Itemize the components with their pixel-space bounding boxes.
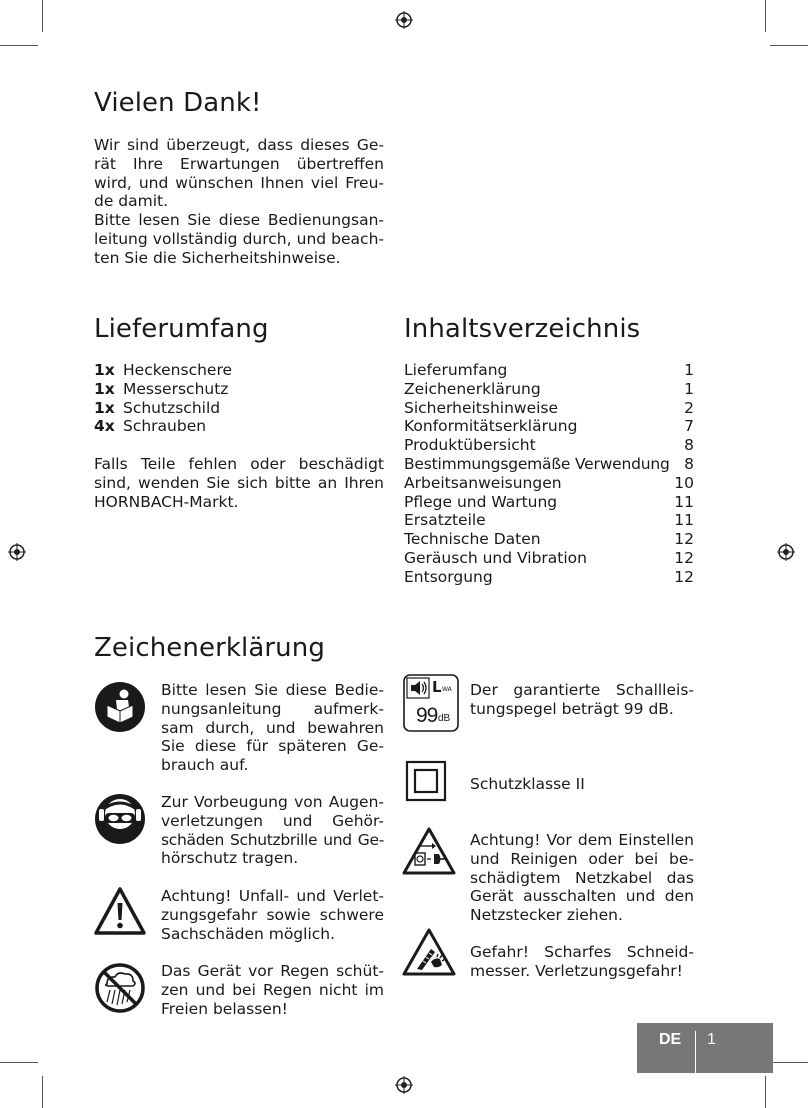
symbol-description [161, 681, 384, 775]
toc-label: Technische Daten [404, 530, 541, 549]
toc-label: Sicherheitshinweise [404, 398, 559, 417]
item-qty: 4x [94, 417, 115, 436]
toc-page: 7 [684, 417, 694, 436]
text-line: rät Ihre Erwartungen übertreffen [94, 154, 384, 173]
text-line: zen und bei Regen nicht im [161, 980, 384, 999]
sound-label: L [432, 678, 442, 696]
text-line: tungspegel beträgt 99 dB. [470, 699, 674, 718]
toc-label: Ersatzteile [404, 511, 486, 530]
text-line: Achtung! Vor dem Einstellen [470, 831, 694, 849]
text-line: Achtung! Unfall- und Verlet- [161, 887, 384, 905]
warning-icon [94, 886, 146, 938]
toc-label: Geräusch und Vibration [404, 548, 587, 567]
text-line: Gerät ausschalten und den [470, 887, 694, 906]
language-code: DE [659, 1031, 682, 1048]
toc-entry[interactable] [404, 455, 694, 474]
toc-page: 12 [674, 567, 694, 586]
registration-mark-icon [395, 1076, 413, 1094]
text-line: Freien belassen! [161, 999, 288, 1018]
toc-page: 1 [684, 379, 694, 398]
crop-mark [42, 1076, 43, 1108]
symbols-title: Zeichenerklärung [94, 633, 325, 663]
text-line: Der garantierte Schallleis- [470, 681, 694, 699]
delivery-title: Lieferumfang [94, 314, 269, 344]
item-name: Schrauben [123, 417, 207, 436]
text-line: HORNBACH-Markt. [94, 492, 239, 511]
no-rain-icon [94, 962, 146, 1014]
text-line: wird, und wünschen Ihnen viel Freu- [94, 173, 384, 192]
sound-value: 99 [416, 704, 438, 727]
toc-page: 8 [684, 436, 694, 455]
list-item [94, 399, 384, 418]
toc-page: 11 [674, 511, 694, 530]
symbol-description [470, 831, 694, 925]
list-item [94, 380, 384, 399]
crop-mark [0, 45, 38, 46]
text-line: Zur Vorbeugung von Augen- [161, 793, 384, 811]
toc-entry[interactable] [404, 568, 694, 587]
thanks-text [94, 136, 384, 268]
badge-divider [695, 1031, 696, 1073]
toc-label: Lieferumfang [404, 361, 508, 379]
text-line: de damit. [94, 192, 169, 211]
delivery-list [94, 361, 384, 436]
toc-label: Konformitätserklärung [404, 417, 578, 436]
text-line: Bitte lesen Sie diese Bedie- [161, 681, 384, 699]
registration-mark-icon [8, 543, 26, 561]
sound-unit: dB [438, 713, 451, 724]
toc-page: 2 [684, 398, 694, 417]
crop-mark [42, 0, 43, 32]
item-qty: 1x [94, 361, 115, 379]
text-line: Sie diese für späteren Ge- [161, 737, 384, 756]
toc-label: Produktübersicht [404, 436, 536, 455]
text-line: Bitte lesen Sie diese Bedienungsan- [94, 211, 384, 230]
crop-mark [770, 1062, 808, 1063]
text-line: sind, wenden Sie sich bitte an Ihren [94, 473, 384, 492]
item-qty: 1x [94, 398, 115, 417]
protection-class-ii-icon [403, 758, 449, 804]
text-line: zungsgefahr sowie schwere [161, 905, 384, 924]
toc-entry[interactable] [404, 493, 694, 512]
toc-entry[interactable] [404, 549, 694, 568]
toc-label: Arbeitsanweisungen [404, 473, 562, 492]
crop-mark [765, 1076, 766, 1108]
registration-mark-icon [395, 11, 413, 29]
text-line: ten Sie die Sicherheitshinweise. [94, 248, 341, 267]
toc-entry[interactable] [404, 436, 694, 455]
text-line: Falls Teile fehlen oder beschädigt [94, 455, 384, 473]
toc-entry[interactable] [404, 399, 694, 418]
eye-ear-protection-icon [94, 793, 146, 845]
symbol-description [470, 681, 694, 719]
text-line: sam durch, und bewahren [161, 718, 384, 737]
text-line: brauch auf. [161, 756, 249, 775]
toc-label: Bestimmungsgemäße Verwendung [404, 454, 670, 473]
symbol-description [161, 887, 384, 943]
crop-mark [770, 45, 808, 46]
item-name: Schutzschild [123, 398, 221, 417]
crop-mark [765, 0, 766, 32]
item-name: Heckenschere [123, 361, 233, 379]
delivery-note [94, 455, 384, 511]
text-line: schäden Schutzbrille und Ge- [161, 830, 384, 849]
toc-entry[interactable] [404, 361, 694, 380]
item-qty: 1x [94, 379, 115, 398]
text-line: Gefahr! Scharfes Schneid- [470, 943, 694, 961]
thanks-title: Vielen Dank! [94, 88, 262, 118]
toc-entry[interactable] [404, 417, 694, 436]
toc-page: 10 [674, 473, 694, 492]
crop-mark [0, 1062, 38, 1063]
read-manual-icon [94, 681, 146, 733]
text-line: hörschutz tragen. [161, 849, 299, 868]
toc-label: Entsorgung [404, 567, 493, 586]
symbol-description [161, 962, 384, 1018]
text-line: leitung vollständig durch, und beach- [94, 229, 384, 248]
sound-power-icon [403, 674, 459, 732]
text-line: Wir sind überzeugt, dass dieses Ge- [94, 136, 384, 154]
toc-entry[interactable] [404, 530, 694, 549]
toc-label: Zeichenerklärung [404, 379, 541, 398]
list-item [94, 417, 384, 436]
text-line: nungsanleitung aufmerk- [161, 699, 384, 718]
symbol-description [470, 943, 694, 981]
toc-page: 1 [684, 361, 694, 379]
toc-page: 11 [674, 492, 694, 511]
text-line: verletzungen und Gehör- [161, 811, 384, 830]
page-badge [637, 1023, 773, 1073]
text-line: Netzstecker ziehen. [470, 906, 623, 925]
toc-page: 8 [684, 454, 694, 473]
toc-entry[interactable] [404, 380, 694, 399]
toc-label: Pflege und Wartung [404, 492, 558, 511]
item-name: Messerschutz [123, 379, 229, 398]
toc-title: Inhaltsverzeichnis [404, 314, 641, 344]
unplug-warning-icon [401, 826, 457, 876]
toc-page: 12 [674, 548, 694, 567]
toc-entry[interactable] [404, 474, 694, 493]
symbol-description [161, 793, 384, 868]
text-line: Schutzklasse II [470, 775, 585, 793]
text-line: schädigtem Netzkabel das [470, 868, 694, 887]
sharp-blade-warning-icon [401, 927, 457, 977]
list-item [94, 361, 384, 380]
symbol-description [470, 775, 694, 794]
text-line: Das Gerät vor Regen schüt- [161, 962, 384, 980]
text-line: und Reinigen oder bei be- [470, 849, 694, 868]
text-line: messer. Verletzungsgefahr! [470, 961, 683, 980]
table-of-contents [404, 361, 694, 587]
page-number: 1 [707, 1031, 716, 1048]
sound-label-sub: WA [442, 686, 452, 693]
registration-mark-icon [777, 543, 795, 561]
toc-page: 12 [674, 530, 694, 549]
toc-entry[interactable] [404, 511, 694, 530]
text-line: Sachschäden möglich. [161, 924, 336, 943]
